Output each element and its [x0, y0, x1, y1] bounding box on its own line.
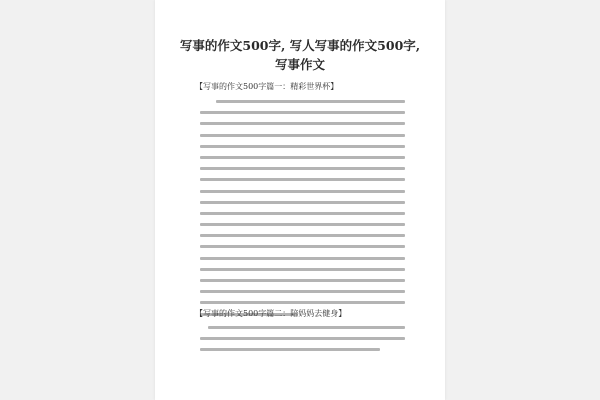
text-line: [200, 134, 405, 137]
document-page: [155, 0, 445, 400]
section-heading: 【写事的作文500字篇一：精彩世界杯】: [195, 82, 339, 91]
section-heading: 【写事的作文500字篇二：陪妈妈去健身】: [195, 309, 347, 318]
text-line: [200, 178, 405, 181]
text-line: [200, 257, 405, 260]
text-line: [200, 212, 405, 215]
text-line: [200, 245, 405, 248]
text-line: [200, 234, 405, 237]
text-line: [200, 279, 405, 282]
text-line: [200, 201, 405, 204]
text-line: [208, 326, 405, 329]
text-line: [200, 111, 405, 114]
section-body-placeholder: [200, 326, 405, 360]
text-line: [200, 268, 405, 271]
text-line: [200, 190, 405, 193]
document-title: [155, 36, 445, 74]
text-line: [200, 145, 405, 148]
text-line: [200, 167, 405, 170]
text-line: [200, 122, 405, 125]
text-line: [200, 156, 405, 159]
text-line: [200, 348, 380, 351]
text-line: [200, 301, 405, 304]
text-line: [200, 337, 405, 340]
title-line: 写事作文: [274, 57, 325, 72]
text-line: [200, 290, 405, 293]
text-line: [200, 223, 405, 226]
title-line: 写事的作文500字, 写人写事的作文500字,: [179, 38, 421, 53]
text-line: [216, 100, 405, 103]
section-body-placeholder: [200, 100, 405, 324]
